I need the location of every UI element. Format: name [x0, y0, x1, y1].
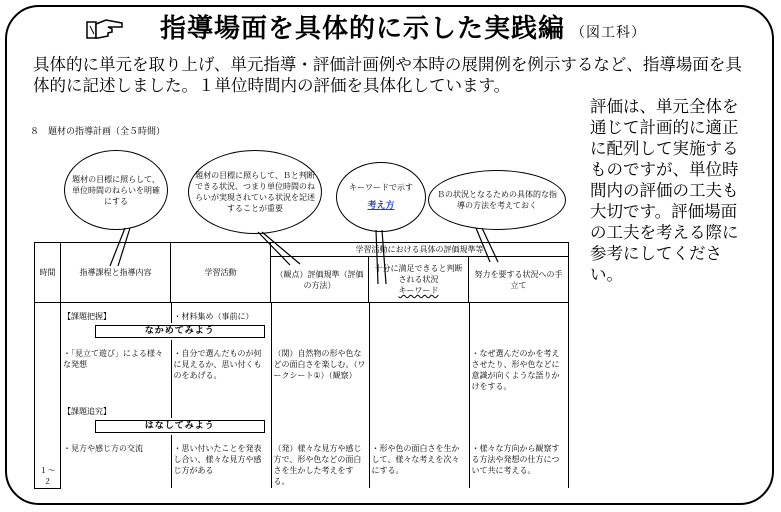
- callout-bubble-criteria: 題材の目標に照らして、Ｂと判断できる状況、つまり単位時間のねらいが実現されている状況を記述することが重要: [188, 150, 322, 234]
- table-row: 【課題追究】: [61, 400, 569, 418]
- intro-paragraph: 具体的に単元を取り上げ、単元指導・評価計画例や本時の展開例を例示するなど、指導場面を具体的に記述しました。１単位時間内の評価を具体化しています。: [33, 55, 742, 95]
- table-row: [61, 323, 569, 340]
- time-cell: １～２: [35, 303, 61, 489]
- header-time: 時間: [35, 243, 61, 303]
- section-label: ８ 題材の指導計画（全５時間）: [30, 127, 166, 137]
- teaching-plan-table: [34, 242, 569, 489]
- banner-talk: はなしてみよう: [95, 420, 265, 433]
- header-satisfied: 十分に満足できると判断される状況 キーワード: [369, 257, 469, 303]
- callout-bubble-support: Ｂの状況となるための具体的な指導の方法を考えておく: [428, 170, 566, 230]
- table-row: [61, 418, 569, 435]
- callout-bubble-goal: 題材の目標に照らして、単位時間のねらいを明確にする: [64, 150, 168, 230]
- table-row: 【課題把握】 ・材料集め（事前に）: [61, 303, 569, 323]
- header-criteria-group: 学習活動における具体の評価規準等: [271, 243, 569, 257]
- table-row: ・見方や感じ方の交流 ・思い付いたことを発表し合い、様々な見方や感じ方がある （発）様々な見方や感じ方で、形や色などの面白さを生かした考えをする。 ・形や色の面白さを生かして、様々な考えを次々にする。 ・様々な方向から観察する方法や発想の仕方について共に考える。: [61, 435, 569, 488]
- table-row: ・「見立て遊び」による様々な発想 ・自分で選んだものが何に見えるか、思い付くものをあげる。 （関）自然物の形や色などの面白さを楽しむ。（ワークシート①）（観察） ・なぜ選んだのかを考えさせたり、形や色などに意識が向くような語りかけをする。: [61, 340, 569, 400]
- header-keyword: キーワード: [398, 286, 439, 295]
- subject-label: （図工科）: [571, 25, 647, 41]
- plan-rows: [61, 303, 569, 488]
- page-title: 指導場面を具体的に示した実践編 （図工科）: [160, 14, 647, 44]
- header-viewpoint: （観点）評価規準（評価の方法）: [271, 257, 369, 303]
- header-course: 指導課程と指導内容: [61, 243, 171, 303]
- header-activity: 学習活動: [171, 243, 271, 303]
- keyword-bubble-text: キーワードで示す: [349, 183, 413, 192]
- evaluation-note: 評価は、単元全体を通じて計画的に適正に配列して実施するものですが、単位時間内の評価の工夫も大切です。評価場面の工夫を考える際に参考にしてください。: [590, 97, 739, 284]
- keyword-link[interactable]: 考え方: [367, 201, 395, 211]
- banner-look: なかめてみよう: [95, 325, 265, 338]
- header-effort: 努力を要する状況への手立て: [469, 257, 569, 303]
